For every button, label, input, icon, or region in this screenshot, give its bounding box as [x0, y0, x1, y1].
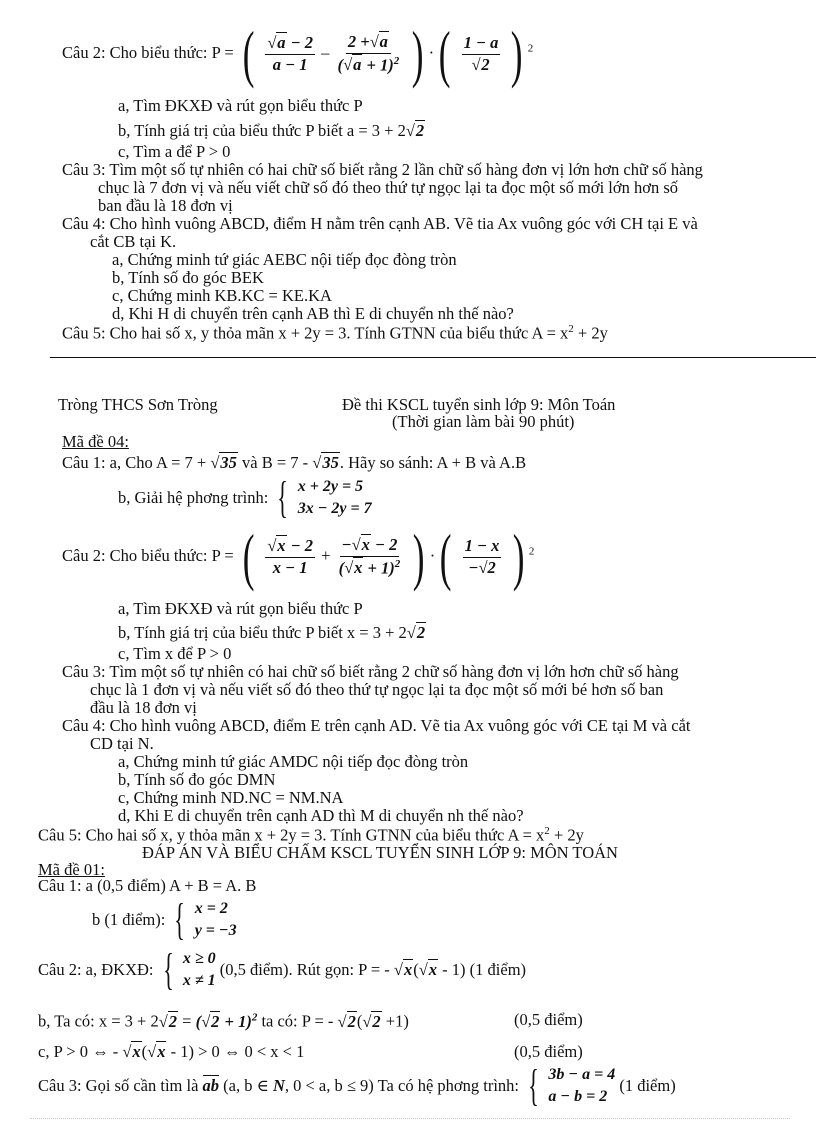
e4-q4-l2: CD tại N.	[90, 734, 154, 753]
top-q3-l3: ban đầu là 18 đơn vị	[98, 196, 233, 215]
ans-c1b-system: x = 2 y = −3	[194, 900, 237, 940]
e4-q4-l1: Câu 4: Cho hình vuông ABCD, điểm E trên cạnh AD. Vẽ tia Ax vuông góc với CE tại M và cắt	[62, 716, 691, 735]
top-q2-frac2: $\frac{2 +√a}{(√a + 1)^2}$	[337, 32, 400, 75]
e4-q2-line: Câu 2: Cho biểu thức: P = ( $\frac{√x - 2}{x - 1}$ + $\frac{-√x - 2}{(√x + 1)^2}$ ) ·( $\frac{1 - x}{-√2}$ ) $^2$	[62, 521, 535, 592]
section-divider	[50, 357, 816, 358]
top-q2-frac3: $\frac{1 - a}{√2}$	[463, 33, 499, 74]
e4-q2a: a, Tìm ĐKXĐ và rút gọn biểu thức P	[118, 599, 363, 618]
e4-q4d: d, Khi E di chuyển trên cạnh AD thì M di chuyển nh thế nào?	[118, 806, 524, 825]
top-q2a: a, Tìm ĐKXĐ và rút gọn biểu thức P	[118, 96, 363, 115]
ans-c1b: b (1 điểm): { x = 2 y = −3	[92, 895, 237, 945]
e4-q2-frac3: $\frac{1 - x}{-√2}$	[464, 536, 500, 577]
e4-q3-l2: chục là 1 đơn vị và nếu viết số đó theo thứ tự ngọc lại ta đọc một số mới bé hơn số ban	[90, 680, 664, 699]
ans-c2b: b, Ta có: $x = 3 + 2√2 = (√2 + 1)^2$ ta có: P = - √2(√2 +1)	[38, 1011, 409, 1031]
ans-c3-system: 3b − a = 4 a − b = 2	[548, 1066, 616, 1106]
top-q2b: b, Tính giá trị của biểu thức P biết a = 3 + 2√2	[118, 121, 425, 140]
ans-c3: Câu 3: Gọi số cần tìm là ab (a, b ∈ N, 0 < a, b ≤ 9) Ta có hệ phơng trình: { 3b − a = 4 a − b = 2 (1 điểm)	[38, 1061, 676, 1111]
e4-q1a: Câu 1: a, Cho A = 7 + √35 và B = 7 - √35. Hãy so sánh: A + B và A.B	[62, 453, 527, 472]
e4-q1b-system: x + 2y = 5 3x − 2y = 7	[297, 478, 372, 518]
e4-q3-l3: đầu là 18 đơn vị	[90, 698, 197, 717]
ans-c2c: c, P > 0 ⇔ - √x(√x - 1) > 0 ⇔ 0 < x < 1	[38, 1042, 305, 1061]
e4-q5: Câu 5: Cho hai số x, y thỏa mãn x + 2y = 3. Tính GTNN của biểu thức $A = x^2 + 2y$	[38, 825, 584, 845]
top-q2-line: Câu 2: Cho biểu thức: P = ( $\frac{√a - 2}{a - 1}$ – $\frac{2 +√a}{(√a + 1)^2}$ ) ·( $\frac{1 - a}{√2}$ ) $^2$	[62, 18, 534, 89]
top-q3-l2: chục là 7 đơn vị và nếu viết chữ số đó theo thứ tự ngọc lại ta đọc một số mới lớn hơn số	[98, 178, 679, 197]
top-q2c: c, Tìm a để P > 0	[118, 142, 231, 161]
ans-c2a: Câu 2: a, ĐKXĐ: { x ≥ 0 x ≠ 1 (0,5 điểm). Rút gọn: P = - √x(√x - 1) (1 điểm)	[38, 945, 527, 995]
e4-q2-frac2: $\frac{-√x - 2}{(√x + 1)^2}$	[338, 535, 401, 578]
ans-c1a: Câu 1: a (0,5 điểm) A + B = A. B	[38, 876, 257, 895]
ans-c2a-system: x ≥ 0 x ≠ 1	[182, 950, 216, 990]
ans-c2c-score: (0,5 điểm)	[514, 1042, 583, 1061]
top-q5: Câu 5: Cho hai số x, y thỏa mãn x + 2y = 3. Tính GTNN của biểu thức $A = x^2 + 2y$	[62, 323, 608, 343]
e4-q2-frac1: $\frac{√x - 2}{x - 1}$	[267, 536, 314, 577]
exam-time: (Thời gian làm bài 90 phút)	[392, 412, 575, 431]
top-q4-l2: cắt CB tại K.	[90, 232, 177, 251]
school-name: Tròng THCS Sơn Tròng	[58, 395, 218, 414]
exam-code: Mã đề 04:	[62, 432, 129, 451]
e4-q1b: b, Giải hệ phơng trình: { x + 2y = 5 3x − 2y = 7	[118, 473, 372, 523]
page-bottom-edge	[30, 1118, 790, 1119]
e4-q2b: b, Tính giá trị của biểu thức P biết x = 3 + 2√2	[118, 623, 426, 642]
top-q4b: b, Tính số đo góc BEK	[112, 268, 264, 287]
top-q4-l1: Câu 4: Cho hình vuông ABCD, điểm H nằm trên cạnh AB. Vẽ tia Ax vuông góc với CH tại E và	[62, 214, 698, 233]
top-q4d: d, Khi H di chuyển trên cạnh AB thì E di chuyển nh thế nào?	[112, 304, 514, 323]
ans-c2b-score: (0,5 điểm)	[514, 1010, 583, 1029]
top-q2-frac1: $\frac{√a - 2}{a - 1}$	[267, 33, 314, 74]
e4-q3-l1: Câu 3: Tìm một số tự nhiên có hai chữ số biết rằng 2 chữ số hàng đơn vị lớn hơn chữ số hàng	[62, 662, 679, 681]
exam-title: Đề thi KSCL tuyển sinh lớp 9: Môn Toán	[342, 395, 616, 414]
answers-code: Mã đề 01:	[38, 860, 105, 879]
e4-q4b: b, Tính số đo góc DMN	[118, 770, 276, 789]
top-q2-label: Câu 2: Cho biểu thức: P =	[62, 42, 234, 62]
e4-q4c: c, Chứng minh ND.NC = NM.NA	[118, 788, 344, 807]
e4-q4a: a, Chứng minh tứ giác AMDC nội tiếp đọc đòng tròn	[118, 752, 469, 771]
answers-title: ĐÁP ÁN VÀ BIỂU CHẤM KSCL TUYỂN SINH LỚP 9: MÔN TOÁN	[142, 843, 618, 862]
e4-q2c: c, Tìm x để P > 0	[118, 644, 232, 663]
top-q3-l1: Câu 3: Tìm một số tự nhiên có hai chữ số biết rằng 2 lần chữ số hàng đơn vị lớn hơn chữ số hàng	[62, 160, 703, 179]
top-q4c: c, Chứng minh KB.KC = KE.KA	[112, 286, 332, 305]
top-q4a: a, Chứng minh tứ giác AEBC nội tiếp đọc đòng tròn	[112, 250, 457, 269]
